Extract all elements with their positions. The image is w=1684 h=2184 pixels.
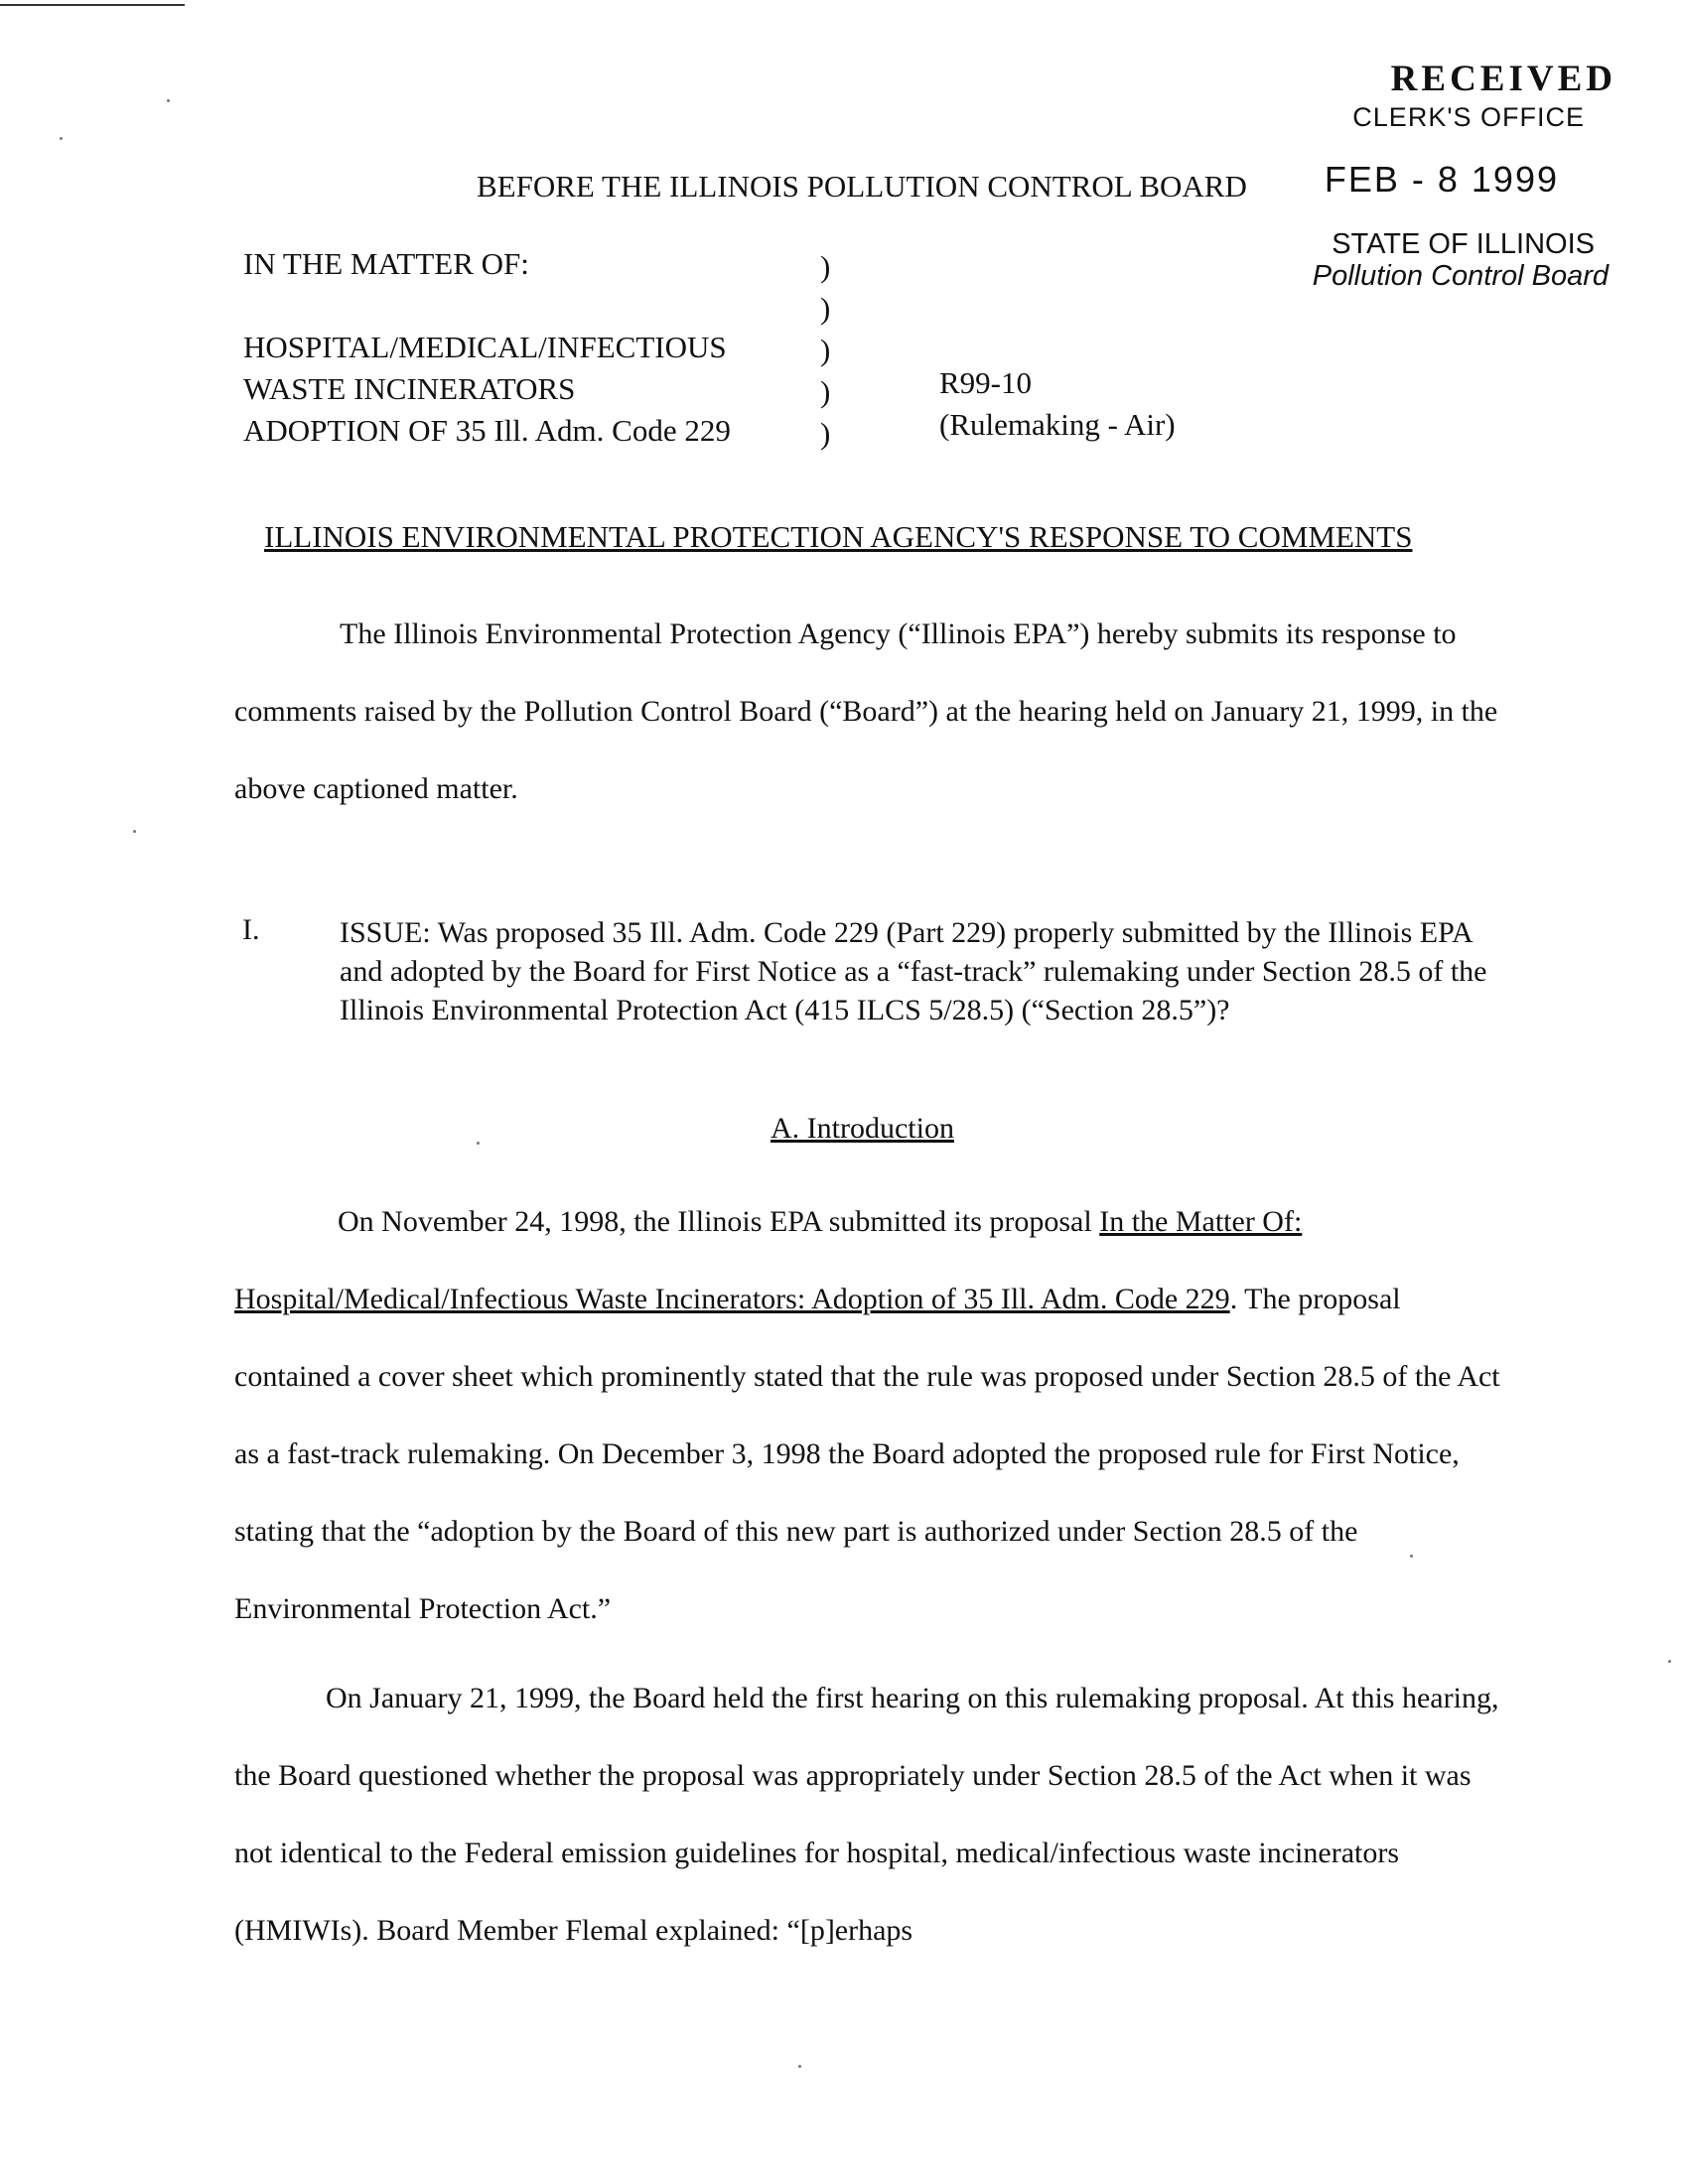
caption-left-block <box>243 243 731 452</box>
paragraph-2-rest: . The proposal contained a cover sheet which prominently stated that the rule was proposed under Section 28.5 of the Act as a fast-track rulemaking. On December 3, 1998 the Board adopted the proposed rule for First Notice, stating that the “adoption by the Board of this new part is authorized under Section 28.5 of the Environmental Protection Act.” <box>234 1283 1500 1625</box>
caption-line: IN THE MATTER OF: <box>243 246 529 281</box>
caption-paren: ) <box>820 416 831 451</box>
intro-paragraph: The Illinois Environmental Protection Agency (“Illinois EPA”) hereby submits its response to comments raised by the Pollution Control Board (“Board”) at the hearing held on January 21, 1999, in the above captioned matter. <box>234 617 1498 805</box>
caption-line: ADOPTION OF 35 Ill. Adm. Code 229 <box>243 413 731 448</box>
case-title-link: In the Matter Of: Hospital/Medical/Infectious Waste Incinerators: Adoption of 35 Ill. Adm. Code 229 <box>234 1205 1303 1315</box>
board-title: BEFORE THE ILLINOIS POLLUTION CONTROL BOARD <box>477 169 1247 204</box>
caption-paren: ) <box>820 291 831 326</box>
caption-paren: ) <box>820 333 831 367</box>
scan-speck <box>167 99 170 102</box>
caption-parentheses <box>820 246 830 455</box>
received-stamp-title: RECEIVED <box>1390 59 1616 99</box>
received-stamp-date: FEB - 8 1999 <box>1324 159 1559 200</box>
section-a-heading: A. Introduction <box>771 1112 954 1145</box>
scan-speck <box>1410 1555 1413 1558</box>
received-stamp-board: Pollution Control Board <box>1312 260 1609 292</box>
paragraph-2 <box>234 1183 1515 1648</box>
caption-line <box>243 285 731 327</box>
caption-line: WASTE INCINERATORS <box>243 371 576 406</box>
issue-number: I. <box>242 913 260 946</box>
caption-line: HOSPITAL/MEDICAL/INFECTIOUS <box>243 330 727 364</box>
received-stamp-state: STATE OF ILLINOIS <box>1332 228 1595 260</box>
caption-right-block <box>939 362 1176 446</box>
document-heading: ILLINOIS ENVIRONMENTAL PROTECTION AGENCY'S RESPONSE TO COMMENTS <box>264 519 1413 554</box>
scan-speck <box>1668 1660 1671 1663</box>
caption-paren: ) <box>820 249 831 284</box>
caption-paren: ) <box>820 374 831 409</box>
paragraph-2-lead: On November 24, 1998, the Illinois EPA submitted its proposal <box>338 1205 1100 1238</box>
scan-speck <box>798 2065 801 2068</box>
top-rule-line <box>0 4 185 6</box>
scan-speck <box>60 137 63 140</box>
scan-speck <box>133 830 136 833</box>
paragraph-3: On January 21, 1999, the Board held the first hearing on this rulemaking proposal. At this hearing, the Board questioned whether the proposal was appropriately under Section 28.5 of the Act when it was not identical to the Federal emission guidelines for hospital, medical/infectious waste incinerators (HMIWIs). Board Member Flemal explained: “[p]erhaps <box>234 1682 1499 1947</box>
scan-speck <box>477 1142 480 1145</box>
issue-text: ISSUE: Was proposed 35 Ill. Adm. Code 229 (Part 229) properly submitted by the Illinois EPA and adopted by the Board for First Notice as a “fast-track” rulemaking under Section 28.5 of the Illinois Environmental Protection Act (415 ILCS 5/28.5) (“Section 28.5”)? <box>340 916 1487 1026</box>
rulemaking-type: (Rulemaking - Air) <box>939 407 1176 442</box>
docket-number: R99-10 <box>939 365 1032 400</box>
received-stamp-office: CLERK'S OFFICE <box>1352 102 1585 132</box>
